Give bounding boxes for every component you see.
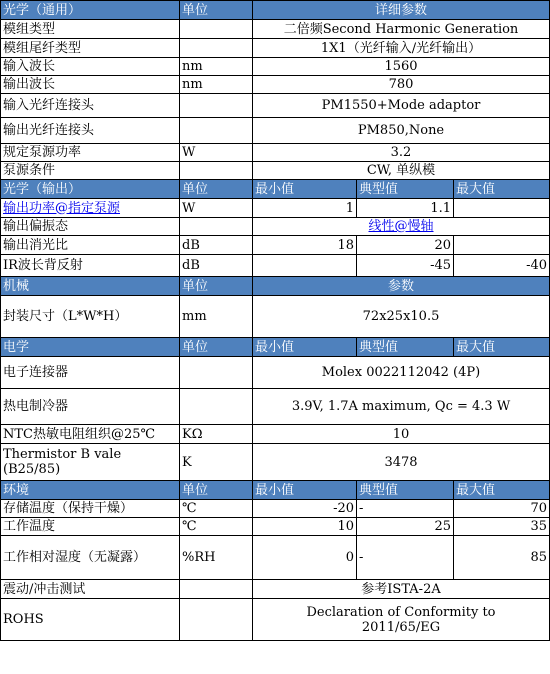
param-value: 72x25x10.5 (253, 296, 550, 338)
environment-header (1, 481, 550, 500)
header-cell: 典型值 (357, 338, 454, 357)
param-name: 输出光纤连接头 (1, 118, 180, 144)
param-name: 输入光纤连接头 (1, 94, 180, 118)
header-cell: 单位 (180, 481, 253, 500)
table-row (1, 536, 550, 580)
param-unit (180, 94, 253, 118)
max-value: -40 (454, 255, 550, 277)
max-value: 70 (454, 500, 550, 518)
param-value: 参考ISTA-2A (253, 580, 550, 599)
param-name: 模组尾纤类型 (1, 39, 180, 58)
header-cell: 详细参数 (253, 1, 550, 20)
param-name: 电子连接器 (1, 357, 180, 389)
header-cell: 典型值 (357, 481, 454, 500)
header-cell: 典型值 (357, 180, 454, 199)
typ-value: 25 (357, 518, 454, 536)
param-unit: W (180, 144, 253, 162)
header-cell: 光学（输出） (1, 180, 180, 199)
optics-general-header (1, 1, 550, 20)
typ-value: - (357, 536, 454, 580)
param-name: 工作温度 (1, 518, 180, 536)
param-value: 780 (253, 76, 550, 94)
table-row (1, 118, 550, 144)
table-row (1, 199, 550, 218)
table-row (1, 58, 550, 76)
param-unit: ℃ (180, 518, 253, 536)
param-unit (180, 118, 253, 144)
min-value: 1 (253, 199, 357, 218)
mechanical-header (1, 277, 550, 296)
header-cell: 最小值 (253, 338, 357, 357)
header-cell: 单位 (180, 1, 253, 20)
header-cell: 环境 (1, 481, 180, 500)
param-value: Molex 0022112042 (4P) (253, 357, 550, 389)
param-value: 1560 (253, 58, 550, 76)
header-cell: 单位 (180, 277, 253, 296)
table-row (1, 444, 550, 481)
table-row (1, 20, 550, 39)
header-cell: 机械 (1, 277, 180, 296)
param-value: 二倍频Second Harmonic Generation (253, 20, 550, 39)
min-value: -20 (253, 500, 357, 518)
table-row (1, 599, 550, 641)
header-cell: 最大值 (454, 338, 550, 357)
typ-value: 1.1 (357, 199, 454, 218)
param-unit (180, 218, 253, 236)
param-value: PM1550+Mode adaptor (253, 94, 550, 118)
header-cell: 最小值 (253, 481, 357, 500)
param-name: 输出消光比 (1, 236, 180, 255)
min-value: 10 (253, 518, 357, 536)
param-unit (180, 39, 253, 58)
table-row (1, 162, 550, 180)
param-unit (180, 389, 253, 425)
table-row (1, 218, 550, 236)
param-value-cell (253, 218, 550, 236)
table-row (1, 94, 550, 118)
param-value: 3.2 (253, 144, 550, 162)
header-cell: 最小值 (253, 180, 357, 199)
min-value: 18 (253, 236, 357, 255)
header-cell: 单位 (180, 180, 253, 199)
param-name: 输入波长 (1, 58, 180, 76)
param-unit: mm (180, 296, 253, 338)
param-unit: KΩ (180, 425, 253, 444)
param-name: ROHS (1, 599, 180, 641)
param-name: NTC热敏电阻组织@25℃ (1, 425, 180, 444)
table-row (1, 357, 550, 389)
table-row (1, 296, 550, 338)
table-row (1, 500, 550, 518)
param-unit: nm (180, 76, 253, 94)
header-cell: 参数 (253, 277, 550, 296)
table-row (1, 236, 550, 255)
electrical-header (1, 338, 550, 357)
param-unit (180, 20, 253, 39)
param-value: PM850,None (253, 118, 550, 144)
typ-value: - (357, 500, 454, 518)
param-unit: nm (180, 58, 253, 76)
param-unit: %RH (180, 536, 253, 580)
typ-value: -45 (357, 255, 454, 277)
table-row (1, 389, 550, 425)
header-cell: 最大值 (454, 481, 550, 500)
param-value: Declaration of Conformity to 2011/65/EG (253, 599, 550, 641)
polarization-link[interactable]: 线性@慢轴 (368, 219, 434, 234)
param-unit: K (180, 444, 253, 481)
max-value: 85 (454, 536, 550, 580)
param-name: 工作相对湿度（无凝露） (1, 536, 180, 580)
header-cell: 最大值 (454, 180, 550, 199)
param-value: 3.9V, 1.7A maximum, Qc = 4.3 W (253, 389, 550, 425)
table-row (1, 255, 550, 277)
table-row (1, 144, 550, 162)
param-name: 输出偏振态 (1, 218, 180, 236)
param-name: 规定泵源功率 (1, 144, 180, 162)
header-cell: 光学（通用） (1, 1, 180, 20)
max-value (454, 199, 550, 218)
max-value (454, 236, 550, 255)
table-row (1, 518, 550, 536)
min-value: 0 (253, 536, 357, 580)
param-unit (180, 580, 253, 599)
typ-value: 20 (357, 236, 454, 255)
param-unit: ℃ (180, 500, 253, 518)
param-name: 输出波长 (1, 76, 180, 94)
param-name: 泵源条件 (1, 162, 180, 180)
param-name: 模组类型 (1, 20, 180, 39)
param-unit (180, 357, 253, 389)
param-value: CW, 单纵模 (253, 162, 550, 180)
param-value: 3478 (253, 444, 550, 481)
table-row (1, 76, 550, 94)
param-unit (180, 599, 253, 641)
param-name: 存储温度（保持干燥） (1, 500, 180, 518)
max-value: 35 (454, 518, 550, 536)
table-row (1, 425, 550, 444)
param-unit: W (180, 199, 253, 218)
param-name: Thermistor B vale (B25/85) (1, 444, 180, 481)
param-unit: dB (180, 255, 253, 277)
param-name: 封装尺寸（L*W*H） (1, 296, 180, 338)
param-unit: dB (180, 236, 253, 255)
header-cell: 单位 (180, 338, 253, 357)
output-power-link[interactable]: 输出功率@指定泵源 (1, 199, 180, 218)
header-cell: 电学 (1, 338, 180, 357)
param-name: 震动/冲击测试 (1, 580, 180, 599)
table-row (1, 39, 550, 58)
param-unit (180, 162, 253, 180)
optics-output-header (1, 180, 550, 199)
table-row (1, 580, 550, 599)
min-value (253, 255, 357, 277)
param-name: IR波长背反射 (1, 255, 180, 277)
param-value: 1X1（光纤输入/光纤输出） (253, 39, 550, 58)
param-name: 热电制冷器 (1, 389, 180, 425)
param-value: 10 (253, 425, 550, 444)
